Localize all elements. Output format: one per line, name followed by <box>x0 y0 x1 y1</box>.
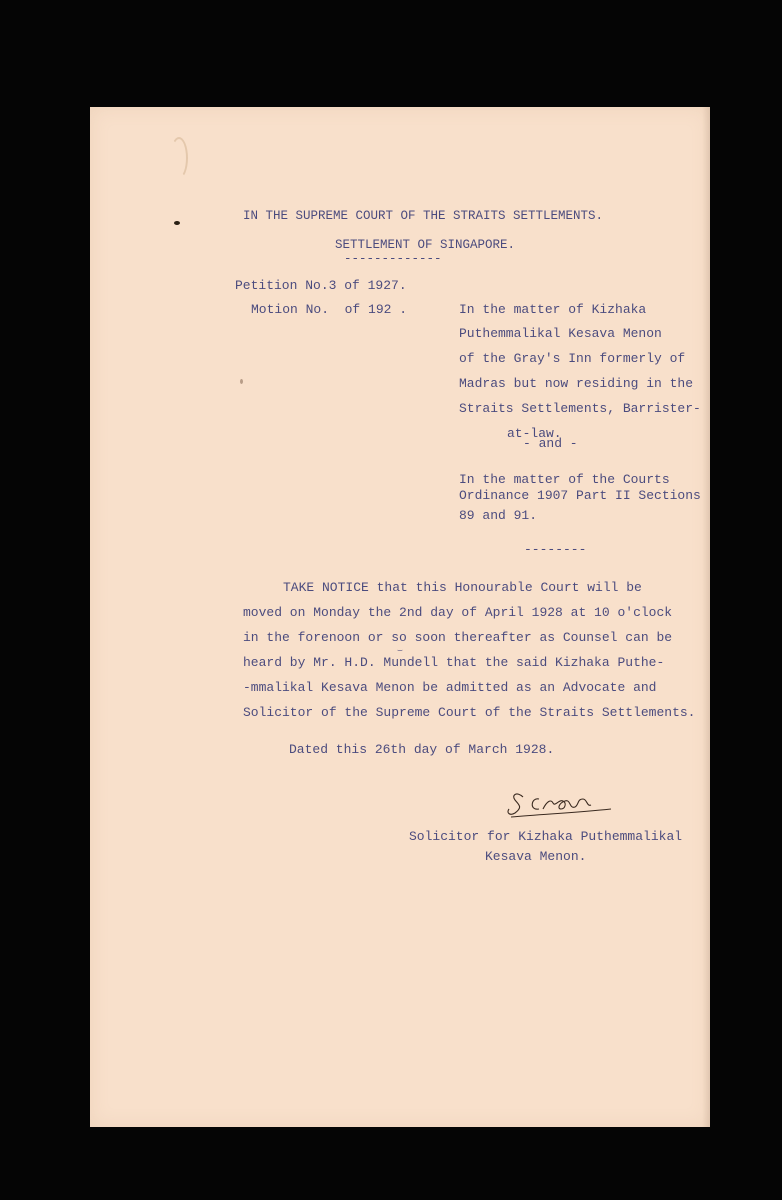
dated-line: Dated this 26th day of March 1928. <box>289 742 555 757</box>
matter-line: at-law. <box>507 426 562 441</box>
typewriter-caret-mark: ⌣ <box>397 646 403 656</box>
handwritten-signature <box>493 787 613 821</box>
matter-line: Puthemmalikal Kesava Menon <box>459 326 662 341</box>
page-edge-shadow <box>702 107 710 1127</box>
matter-line: In the matter of the Courts <box>459 472 670 487</box>
section-rule: -------- <box>524 542 587 557</box>
document-page <box>90 107 710 1127</box>
notice-line: in the forenoon or so soon thereafter as Counsel can be <box>243 630 673 645</box>
signatory-line: Solicitor for Kizhaka Puthemmalikal <box>409 829 683 844</box>
notice-line: heard by Mr. H.D. Mundell that the said Kizhaka Puthe- <box>243 655 665 670</box>
motion-number: Motion No. of 192 . <box>251 302 408 317</box>
paper-stain <box>170 137 188 179</box>
notice-line: Solicitor of the Supreme Court of the Straits Settlements. <box>243 705 696 720</box>
matter-line: Straits Settlements, Barrister- <box>459 401 701 416</box>
matter-line: In the matter of Kizhaka <box>459 302 647 317</box>
paper-spot <box>240 379 243 384</box>
petition-number: Petition No.3 of 1927. <box>235 278 407 293</box>
notice-line: moved on Monday the 2nd day of April 1928 at 10 o'clock <box>243 605 673 620</box>
notice-line: TAKE NOTICE that this Honourable Court will be <box>283 580 642 595</box>
matter-line: of the Gray's Inn formerly of <box>459 351 686 366</box>
notice-line: -mmalikal Kesava Menon be admitted as an Advocate and <box>243 680 657 695</box>
court-heading: IN THE SUPREME COURT OF THE STRAITS SETTLEMENTS. <box>243 209 604 223</box>
matter-line: 89 and 91. <box>459 508 538 523</box>
matter-line: Madras but now residing in the <box>459 376 694 391</box>
and-separator: - and - <box>523 436 578 451</box>
settlement-heading: SETTLEMENT OF SINGAPORE. <box>335 238 516 252</box>
matter-line: Ordinance 1907 Part II Sections <box>459 488 701 503</box>
ink-blot <box>174 221 180 225</box>
heading-rule: ------------- <box>344 252 442 266</box>
signatory-line: Kesava Menon. <box>485 849 587 864</box>
